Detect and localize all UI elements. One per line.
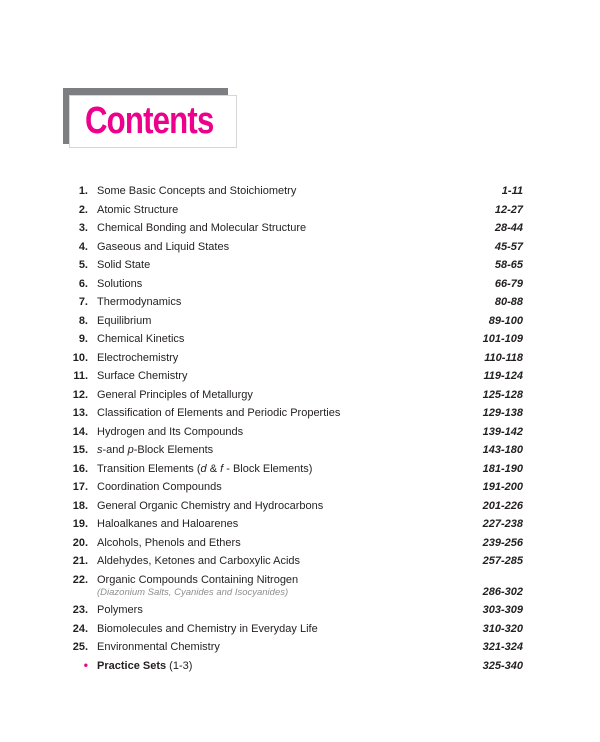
toc-item-number: 24. xyxy=(72,622,88,635)
toc-item-number: 9. xyxy=(78,333,88,345)
toc-row xyxy=(68,259,523,271)
toc-item-number: 17. xyxy=(72,481,88,493)
toc-row xyxy=(68,537,523,549)
toc-item-title: Practice Sets (1-3) xyxy=(97,659,193,672)
toc-item-number: 20. xyxy=(72,536,88,549)
toc-item-title-wrap xyxy=(97,296,487,308)
toc-item-title: Organic Compounds Containing Nitrogen xyxy=(97,573,299,586)
toc-item-title-wrap xyxy=(97,333,475,345)
toc-item-title-wrap xyxy=(97,623,475,635)
toc-item-title-wrap xyxy=(97,259,487,271)
toc-item-number: 16. xyxy=(72,462,88,475)
toc-item-number: 1. xyxy=(78,185,88,197)
toc-item-pages: 80-88 xyxy=(494,296,523,308)
toc-item-number: 18. xyxy=(72,499,88,512)
toc-list xyxy=(68,185,523,678)
toc-item-number: 21. xyxy=(72,555,88,567)
toc-item-title: Biomolecules and Chemistry in Everyday Life xyxy=(97,622,318,635)
toc-item-title-wrap xyxy=(97,315,481,327)
toc-row xyxy=(68,296,523,308)
toc-item-pages: 28-44 xyxy=(494,222,523,234)
toc-item-title: Solid State xyxy=(97,259,151,271)
toc-row xyxy=(68,278,523,290)
toc-item-title: Transition Elements (d & f - Block Elements) xyxy=(97,462,313,475)
toc-item-title-wrap xyxy=(97,204,487,216)
toc-row xyxy=(68,518,523,530)
toc-row xyxy=(68,481,523,493)
toc-item-pages: 12-27 xyxy=(494,203,523,216)
toc-item-title-wrap xyxy=(97,222,487,234)
toc-item-number: 4. xyxy=(78,240,88,253)
toc-item-pages: 45-57 xyxy=(494,240,523,253)
toc-item-title-wrap xyxy=(97,407,475,419)
toc-item-pages: 139-142 xyxy=(482,425,523,438)
toc-row xyxy=(68,333,523,345)
toc-item-title-wrap xyxy=(97,518,475,530)
toc-item-title-wrap xyxy=(97,426,475,438)
toc-item-number: 13. xyxy=(72,407,88,419)
toc-item-title: Alcohols, Phenols and Ethers xyxy=(97,536,241,549)
toc-item-pages: 191-200 xyxy=(482,481,523,493)
toc-item-title: Atomic Structure xyxy=(97,203,179,216)
toc-item-title: Thermodynamics xyxy=(97,296,182,308)
title-box xyxy=(69,95,237,148)
toc-item-title-wrap xyxy=(97,241,487,253)
toc-item-number: 10. xyxy=(72,351,88,364)
toc-item-number: 8. xyxy=(78,314,88,327)
toc-item-pages: 321-324 xyxy=(482,641,523,653)
toc-item-title-wrap xyxy=(97,352,476,364)
toc-row xyxy=(68,604,523,616)
toc-row xyxy=(68,426,523,438)
toc-row xyxy=(68,657,523,672)
toc-item-number: 25. xyxy=(72,641,88,653)
toc-item-number: 6. xyxy=(78,277,88,290)
toc-row xyxy=(68,463,523,475)
toc-item-number: 11. xyxy=(73,370,88,382)
toc-item-title: Equilibrium xyxy=(97,314,152,327)
toc-item-pages: 119-124 xyxy=(483,370,523,382)
toc-row xyxy=(68,623,523,635)
toc-item-title: Environmental Chemistry xyxy=(97,641,220,653)
toc-item-title: Classification of Elements and Periodic Properties xyxy=(97,407,341,419)
toc-item-title: Aldehydes, Ketones and Carboxylic Acids xyxy=(97,555,301,567)
toc-item-title: Some Basic Concepts and Stoichiometry xyxy=(97,185,297,197)
toc-item-number: 14. xyxy=(72,425,88,438)
toc-item-title-wrap xyxy=(97,604,475,616)
toc-item-pages: 66-79 xyxy=(494,277,523,290)
toc-item-pages: 110-118 xyxy=(484,351,523,364)
toc-item-title: Hydrogen and Its Compounds xyxy=(97,425,244,438)
toc-item-title-wrap xyxy=(97,481,475,493)
toc-item-title: Chemical Kinetics xyxy=(97,333,185,345)
toc-item-title-wrap xyxy=(97,370,475,382)
toc-row xyxy=(68,641,523,653)
toc-item-pages: 303-309 xyxy=(482,604,523,616)
toc-row xyxy=(68,241,523,253)
toc-item-title: Coordination Compounds xyxy=(97,481,222,493)
toc-item-title-wrap xyxy=(97,660,475,672)
toc-item-number: 22. xyxy=(72,573,88,586)
toc-item-pages: 143-180 xyxy=(482,444,523,456)
toc-item-number: 3. xyxy=(78,222,88,234)
toc-item-pages: 101-109 xyxy=(482,333,523,345)
toc-item-title: Chemical Bonding and Molecular Structure xyxy=(97,222,307,234)
toc-row xyxy=(68,407,523,419)
toc-item-pages: 325-340 xyxy=(482,659,523,672)
toc-item-title: s-and p-Block Elements xyxy=(97,444,214,456)
toc-row xyxy=(68,370,523,382)
toc-item-title-wrap xyxy=(97,500,475,512)
toc-item-title-wrap xyxy=(97,641,475,653)
toc-item-pages: 239-256 xyxy=(482,536,523,549)
toc-row xyxy=(68,389,523,401)
toc-item-title-wrap xyxy=(97,444,475,456)
toc-item-pages: 125-128 xyxy=(482,388,523,401)
toc-item-title-wrap xyxy=(97,463,475,475)
toc-item-subtitle: (Diazonium Salts, Cyanides and Isocyanides) xyxy=(97,586,289,598)
toc-row xyxy=(68,574,523,598)
toc-item-title: Electrochemistry xyxy=(97,351,179,364)
toc-row xyxy=(68,352,523,364)
toc-item-title: Polymers xyxy=(97,604,143,616)
toc-row xyxy=(68,185,523,197)
toc-item-number: 23. xyxy=(72,604,88,616)
toc-item-pages: 286-302 xyxy=(482,585,523,598)
toc-item-pages: 201-226 xyxy=(482,499,523,512)
toc-row xyxy=(68,204,523,216)
toc-item-title: General Organic Chemistry and Hydrocarbons xyxy=(97,499,324,512)
toc-item-title-wrap xyxy=(97,555,475,567)
toc-item-title-wrap xyxy=(97,278,487,290)
toc-row xyxy=(68,222,523,234)
toc-row xyxy=(68,315,523,327)
toc-item-title-wrap xyxy=(97,185,494,197)
toc-item-title: Gaseous and Liquid States xyxy=(97,240,230,253)
toc-item-title-wrap xyxy=(97,574,475,598)
toc-item-pages: 227-238 xyxy=(482,518,523,530)
toc-item-pages: 58-65 xyxy=(494,259,523,271)
toc-item-title: Solutions xyxy=(97,277,143,290)
page-title: Contents xyxy=(85,99,214,142)
toc-item-number: 5. xyxy=(78,259,88,271)
toc-row xyxy=(68,500,523,512)
toc-item-title-wrap xyxy=(97,537,475,549)
toc-item-pages: 1-11 xyxy=(501,185,523,197)
toc-row xyxy=(68,444,523,456)
toc-item-title: General Principles of Metallurgy xyxy=(97,388,253,401)
toc-item-pages: 310-320 xyxy=(482,622,523,635)
toc-item-pages: 129-138 xyxy=(482,407,523,419)
toc-item-title: Haloalkanes and Haloarenes xyxy=(97,518,239,530)
toc-item-pages: 257-285 xyxy=(482,555,523,567)
toc-row xyxy=(68,555,523,567)
toc-item-number: 15. xyxy=(72,444,88,456)
bullet-icon: • xyxy=(83,657,88,672)
toc-item-number: 12. xyxy=(72,388,88,401)
toc-item-title: Surface Chemistry xyxy=(97,370,188,382)
toc-item-pages: 181-190 xyxy=(482,462,523,475)
toc-item-number: 7. xyxy=(78,296,88,308)
toc-item-number: 19. xyxy=(72,518,88,530)
toc-item-title-wrap xyxy=(97,389,475,401)
toc-item-number: 2. xyxy=(78,203,88,216)
toc-item-pages: 89-100 xyxy=(488,314,523,327)
